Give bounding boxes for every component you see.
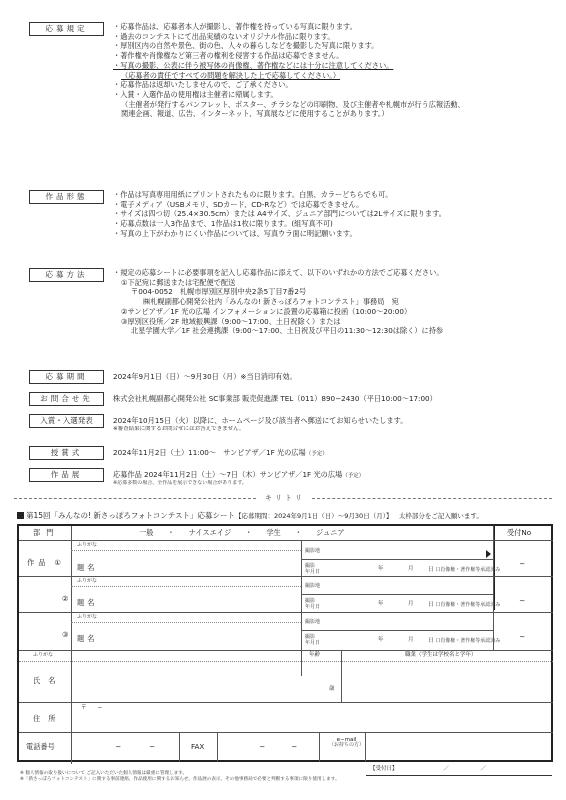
cut-dash-right	[312, 498, 552, 499]
triangle-arrow-icon	[486, 550, 491, 558]
grid-line	[301, 540, 302, 676]
rule-line: ・厚別区内の自然や景色、街の色、人々の暮らしなどを撮影した写真に限ります。	[113, 41, 379, 51]
month-label: 月	[408, 637, 414, 643]
rule-content	[113, 370, 549, 382]
phone-dash-1: −	[115, 742, 122, 751]
rule-label: 作品展	[29, 468, 104, 482]
year-label: 年	[378, 601, 384, 607]
date-label-1: 撮影	[305, 598, 316, 604]
works-label	[27, 558, 61, 568]
grid-line	[19, 661, 553, 662]
rule-label: お問合せ先	[29, 392, 104, 406]
day-label: 日	[428, 638, 434, 644]
rule-text: 応募作品 2024年11月2日（土）〜7日（木）サンピアザ／1F 光の広場	[113, 470, 343, 479]
rule-line: ・入賞・入選作品の使用権は主催者に帰属します。	[113, 90, 278, 100]
phone-label: 電話番号	[26, 742, 55, 751]
work-number-3: ③	[62, 630, 69, 639]
grid-line	[341, 650, 342, 702]
rule-line: ・著作権や肖像権など第三者の権利を侵害する作品は応募できません。	[113, 51, 344, 61]
grid-line	[19, 540, 553, 541]
age-unit: 歳	[329, 686, 335, 692]
day-consent	[428, 638, 500, 645]
rule-line: 2024年10月15日（火）以降に、ホームページ及び該当者へ郵送にてお知らせいたします。	[113, 416, 408, 425]
rule-line: ・応募作品は返却いたしませんので、ご了承ください。	[113, 80, 293, 90]
square-bullet-icon	[17, 512, 24, 519]
grid-line	[71, 586, 301, 587]
date-label	[305, 634, 320, 646]
category-student[interactable]: 学生	[266, 528, 281, 537]
rule-line: 北星学園大学／1F 社会連携課（9:00〜17:00、土日祝及び平日の11:30〜12:30は除く）に持参	[131, 326, 444, 336]
date-label-1: 撮影	[305, 634, 316, 640]
rule-note: ※審査結果に関するお問合せにはお答えできません。	[113, 425, 245, 432]
received-date-slash: ／	[480, 766, 487, 772]
work-number-2: ②	[62, 594, 69, 603]
grid-line	[71, 550, 301, 551]
consent-label[interactable]: 口肖像権・著作権等承認済み	[435, 567, 501, 573]
rule-content	[113, 392, 549, 404]
title-label: 題名	[77, 634, 98, 643]
rule-line: 2024年9月1日（日）〜9月30日（月）※当日消印有効。	[113, 372, 297, 381]
month-label: 月	[408, 566, 414, 572]
rule-label: 授賞式	[29, 446, 104, 460]
grid-line	[179, 732, 180, 762]
grid-line	[493, 526, 494, 650]
grid-line	[19, 576, 553, 577]
rule-line: ・応募点数は一人3作品まで、1作品は1枚に限ります。(組写真不可)	[113, 219, 333, 229]
grid-line	[301, 594, 493, 595]
day-label: 日	[428, 602, 434, 608]
furigana-label: ふりがな	[77, 614, 98, 620]
fax-label: FAX	[191, 742, 205, 751]
date-label	[305, 563, 320, 575]
rule-label: 応募方法	[29, 268, 104, 282]
name-label: 氏名	[33, 676, 64, 685]
place-label: 撮影地	[305, 548, 321, 554]
rule-content	[113, 268, 549, 336]
rule-oubo-kikan	[29, 370, 549, 392]
year-label: 年	[378, 637, 384, 643]
cut-line-text: キリトリ	[265, 494, 305, 502]
footnote: ※「新さっぽろフォトコンテスト」に関する事前連絡、作品使用に関するお知らせ、作品展の表示、その他事務局で必要と判断する事項に限り使用します。	[20, 777, 340, 783]
rule-oubo-houhou	[29, 268, 549, 370]
rule-line: ・写真の撮影、公表に伴う被写体の肖像権、著作権などには十分に注意してください。	[113, 60, 394, 70]
rule-text: 2024年11月2日（土）11:00〜 サンピアザ／1F 光の広場	[113, 448, 306, 457]
works-label-text: 作品	[27, 558, 50, 567]
received-date-slash: ／	[443, 766, 449, 772]
date-label	[305, 598, 320, 610]
date-label-2: 年月日	[305, 569, 321, 575]
rule-note: ※応募多数の場合、全作品を展示できない場合があります。	[113, 480, 247, 487]
grid-line	[71, 526, 72, 764]
rule-line: ・写真の上下がわかりにくい作品については、写真ウラ面に明記願います。	[113, 228, 357, 238]
date-label-2: 年月日	[305, 604, 321, 610]
receipt-dash: −	[519, 559, 526, 568]
furigana-label: ふりがな	[77, 542, 98, 548]
form-title-bar	[17, 511, 557, 521]
rule-sakuhin-keitai	[29, 190, 549, 268]
email-label-text: e−mail	[336, 737, 357, 743]
category-junior[interactable]: ジュニア	[315, 528, 345, 537]
rule-happyou	[29, 414, 549, 446]
receipt-dash: −	[519, 596, 526, 605]
form-period: 【応募期間：2024年9月1日（日）〜9月30日（月）】	[234, 512, 393, 520]
rule-label: 応募規定	[29, 22, 104, 36]
rule-line: ・過去のコンテストにて出品実績のないオリジナル作品に限ります。	[113, 31, 335, 41]
rule-suffix: （予定）	[342, 473, 365, 479]
fax-dash-2: −	[291, 742, 298, 751]
month-label: 月	[408, 601, 414, 607]
rule-label: 入賞・入選発表	[29, 414, 104, 428]
rule-suffix: （予定）	[305, 451, 328, 457]
age-label: 年齢	[309, 652, 321, 658]
title-label: 題名	[77, 598, 98, 607]
rule-line: ㈱札幌副都心開発公社内「みんなの! 新さっぽろフォトコンテスト」事務局 宛	[143, 297, 399, 307]
rule-line: 株式会社札幌副都心開発公社 SC事業部 販売促進課 TEL（011）890−2430（平日10:00〜17:00）	[113, 394, 437, 403]
rule-toiawase	[29, 392, 549, 414]
rule-line: ①下記宛に郵送または宅配便で配送	[121, 277, 236, 287]
phone-dash-2: −	[149, 742, 156, 751]
cut-dash-left	[14, 498, 256, 499]
category-sep: ・	[167, 528, 175, 537]
rule-line: ・サイズは四つ切（25.4×30.5cm）または A4サイズ、ジュニア部門については2Lサイズに限ります。	[113, 209, 446, 219]
day-consent	[428, 602, 500, 609]
receipt-no-label: 受付No	[507, 528, 532, 537]
category-nice-age[interactable]: ナイスエイジ	[188, 528, 232, 537]
rule-sakuhinten	[29, 468, 549, 494]
rule-jushoushiki	[29, 446, 549, 468]
category-sep: ・	[245, 528, 253, 537]
footnote: ※ 個人情報の取り扱いについて ご記入いただいた個人情報は厳重に管理します。	[20, 771, 188, 776]
date-label-1: 撮影	[305, 563, 316, 569]
rule-content	[113, 414, 549, 433]
consent-label[interactable]: 口肖像権・著作権等承認済み	[435, 602, 501, 608]
postal-mark: 〒 −	[81, 705, 103, 711]
rule-line: ・応募作品は、応募者本人が撮影し、著作権を持っている写真に限ります。	[113, 22, 357, 31]
rule-content	[113, 446, 549, 458]
footnotes	[20, 771, 550, 784]
email-sub: （お持ちの方）	[329, 742, 365, 749]
day-consent	[428, 567, 500, 574]
cut-line	[14, 494, 552, 504]
rule-line: ・規定の応募シートに必要事項を記入し応募作品に添えて、以下のいずれかの方法でご応募ください。	[113, 268, 444, 277]
rule-content	[113, 22, 549, 119]
grid-line	[217, 732, 218, 762]
receipt-dash: −	[519, 632, 526, 641]
rule-line: 〒004-0052 札幌市厚別区厚別中央2条5丁目7番2号	[131, 287, 307, 297]
rule-label: 作品形態	[29, 190, 104, 204]
rules-section	[29, 22, 549, 494]
fax-dash-1: −	[259, 742, 266, 751]
grid-line	[319, 732, 320, 762]
grid-line	[71, 622, 301, 623]
category-sep: ・	[294, 528, 302, 537]
rule-line: 関連企画、報道、広告、インターネット、写真展などに使用することがあります。）	[121, 109, 389, 119]
grid-line	[19, 650, 553, 651]
category-options	[139, 528, 345, 538]
form-note: 太枠部分をご記入願います。	[398, 512, 483, 520]
rule-label: 応募期間	[29, 370, 104, 384]
address-label: 住所	[33, 714, 64, 723]
entry-form	[17, 524, 553, 762]
job-label: 職業（学生は学校名と学年）	[405, 652, 477, 658]
furigana-label: ふりがな	[77, 578, 98, 584]
received-date-label: 【受付日】	[370, 766, 398, 772]
work-number-1: ①	[54, 558, 61, 567]
furigana-label: ふりがな	[33, 652, 54, 658]
form-title: 第15回「みんなの! 新さっぽろフォトコンテスト」応募シート	[26, 511, 235, 520]
place-label: 撮影地	[305, 619, 321, 625]
bumon-label: 部門	[33, 528, 60, 537]
title-label: 題名	[77, 563, 98, 572]
rule-content	[113, 190, 549, 239]
year-label: 年	[378, 566, 384, 572]
grid-line	[301, 630, 493, 631]
grid-line	[19, 612, 553, 613]
grid-line	[301, 559, 493, 560]
rule-line: （主催者が発行するパンフレット、ポスター、チラシなどの印刷物、及び主催者や札幌市が行う広報活動、	[121, 99, 465, 109]
rule-line: ②サンピアザ／1F 光の広場 インフォメーションに設置の応募箱に投函（10:00〜20:00）	[121, 306, 412, 316]
grid-line	[19, 732, 553, 733]
date-label-2: 年月日	[305, 640, 321, 646]
place-label: 撮影地	[305, 583, 321, 589]
day-label: 日	[428, 567, 434, 573]
rule-line	[113, 468, 549, 480]
rule-line: ・電子メディア（USBメモリ、SDカード、CD-Rなど）では応募できません。	[113, 199, 364, 209]
rule-line: ③厚別区役所／2F 地域振興課（9:00〜17:00、土日祝除く）または	[121, 316, 341, 326]
consent-label[interactable]: 口肖像権・著作権等承認済み	[435, 638, 501, 644]
grid-line	[19, 702, 553, 703]
email-label	[329, 737, 364, 749]
category-general[interactable]: 一般	[139, 528, 154, 537]
rule-content	[113, 468, 549, 487]
rule-line: （応募者の責任ですべての問題を解決した上で応募してください。）	[121, 70, 341, 80]
rule-oubo-kitei	[29, 22, 549, 190]
grid-line	[365, 732, 366, 762]
rule-line	[113, 446, 549, 458]
rule-line: ・作品は写真専用用紙にプリントされたものに限ります。白黒、カラーどちらでも可。	[113, 190, 393, 199]
